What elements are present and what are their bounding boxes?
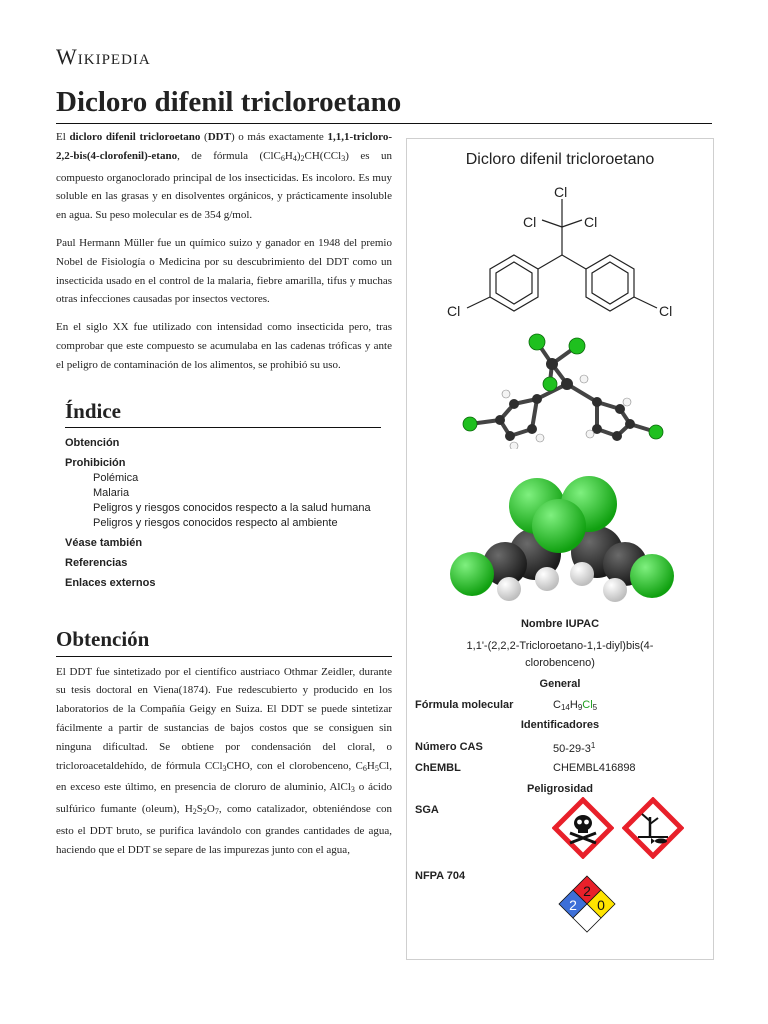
cas-label: Número CAS bbox=[415, 741, 483, 753]
nfpa-reactivity: 0 bbox=[597, 897, 605, 913]
toc-item-malaria[interactable]: Malaria bbox=[93, 486, 130, 499]
page-title: Dicloro difenil tricloroetano bbox=[56, 86, 402, 118]
ghs-toxic-icon[interactable] bbox=[552, 797, 614, 859]
sga-label: SGA bbox=[415, 804, 439, 816]
identificadores-heading: Identificadores bbox=[520, 719, 600, 731]
section-title-obtencion: Obtención bbox=[56, 626, 150, 651]
chembl-value[interactable]: CHEMBL416898 bbox=[553, 762, 636, 774]
structural-formula bbox=[445, 179, 695, 324]
intro-paragraph-3: En el siglo XX fue utilizado con intensidad como insecticida pero, tras comprobar que este compuesto se acumulaba en las cadenas tróficas y ante el peligro de contaminación de los alimentos, se prohibió su uso. bbox=[56, 321, 392, 371]
nfpa-label: NFPA 704 bbox=[415, 870, 466, 882]
main-content bbox=[56, 128, 392, 869]
cl-top-label: Cl bbox=[554, 184, 568, 200]
general-heading: General bbox=[539, 678, 581, 690]
ghs-environment-icon[interactable] bbox=[622, 797, 684, 859]
chembl-label: ChEMBL bbox=[415, 762, 461, 774]
formula-label: Fórmula molecular bbox=[415, 699, 514, 711]
peligrosidad-heading: Peligrosidad bbox=[526, 783, 594, 795]
toc-item-referencias[interactable]: Referencias bbox=[65, 556, 128, 569]
toc-item-ambiente[interactable]: Peligros y riesgos conocidos respecto al ambiente bbox=[93, 516, 338, 529]
section-divider bbox=[56, 656, 392, 657]
formula-value: $C_{14}H_9Cl_5$ bbox=[553, 699, 598, 712]
toc-item-obtencion[interactable]: Obtención bbox=[65, 436, 120, 449]
nfpa-flammability: 2 bbox=[583, 883, 591, 899]
cl-bottom-left-label: Cl bbox=[447, 303, 461, 319]
ball-and-stick-model bbox=[452, 324, 672, 449]
wikipedia-logo[interactable]: Wikipedia bbox=[56, 44, 151, 69]
infobox-title: Dicloro difenil tricloroetano bbox=[465, 151, 655, 168]
nfpa-health: 2 bbox=[569, 897, 577, 913]
space-filling-model bbox=[447, 464, 677, 614]
toc-item-vease[interactable]: Véase también bbox=[65, 536, 143, 549]
nfpa-diamond-icon[interactable] bbox=[551, 872, 623, 944]
intro-paragraph-1: El dicloro difenil tricloroetano (DDT) o más exactamente 1,1,1-tricloro-2,2-bis(4-clorofenil)-etano, de fórmula $(ClC_6H_4)_2CH(CCl_3)$ es un compuesto organoclorado principal de los insecticidas. Es incoloro. Es muy soluble en las grasas y en disolventes orgánicos, y prácticamente insoluble en agua. Su peso molecular es de 354 g/mol. bbox=[56, 131, 392, 222]
cl-right-label: Cl bbox=[584, 214, 598, 230]
toc-item-polemica[interactable]: Polémica bbox=[93, 471, 139, 484]
cl-bottom-right-label: Cl bbox=[659, 303, 673, 319]
iupac-heading: Nombre IUPAC bbox=[520, 618, 600, 630]
toc-item-salud[interactable]: Peligros y riesgos conocidos respecto a la salud humana bbox=[93, 501, 371, 514]
title-divider bbox=[56, 123, 712, 124]
toc-title: Índice bbox=[65, 398, 381, 428]
toc-item-prohibicion[interactable]: Prohibición bbox=[65, 456, 126, 469]
obtencion-paragraph: El DDT fue sintetizado por el científico austriaco Othmar Zeidler, durante su tesis doctoral en Viena(1874). Fue redescubierto y producido en los laboratorios de la Compañía Geigy en Suiza. El DDT se puede sintetizar fácilmente a partir de sustancias de bajos costos que se consiguen sin ninguna dificultad. Se obtiene por condensación del cloral, o tricloroacetaldehído, de fórmula CCl$_3$CHO, con el clorobenceno, $C_6H_5Cl$, en exceso este último, en presencia de cloruro de aluminio, AlCl$_3$ o ácido sulfúrico fumante (oleum), $H_2S_2O_7$, como catalizador, obteniéndose con esto el DDT bruto, se purifica lavándolo con grandes cantidades de agua, haciendo que el DDT se separe de las impurezas junto con el agua, bbox=[56, 665, 393, 856]
iupac-value: 1,1'-(2,2,2-Tricloroetano-1,1-diyl)bis(4-clorobenceno) bbox=[466, 640, 654, 669]
infobox bbox=[406, 138, 714, 960]
intro-paragraph-2: Paul Hermann Müller fue un químico suizo y ganador en 1948 del premio Nobel de Fisiología o Medicina por su descubrimiento del DDT como un insecticida usado en el control de la malaria, fiebre amarilla, tifus y muchas otras infecciones causadas por insectos vectores. bbox=[56, 236, 392, 306]
cl-left-label: Cl bbox=[523, 214, 537, 230]
table-of-contents bbox=[65, 398, 381, 590]
cas-value[interactable]: $50-29-3^1$ bbox=[553, 741, 596, 755]
toc-item-enlaces[interactable]: Enlaces externos bbox=[65, 576, 156, 589]
